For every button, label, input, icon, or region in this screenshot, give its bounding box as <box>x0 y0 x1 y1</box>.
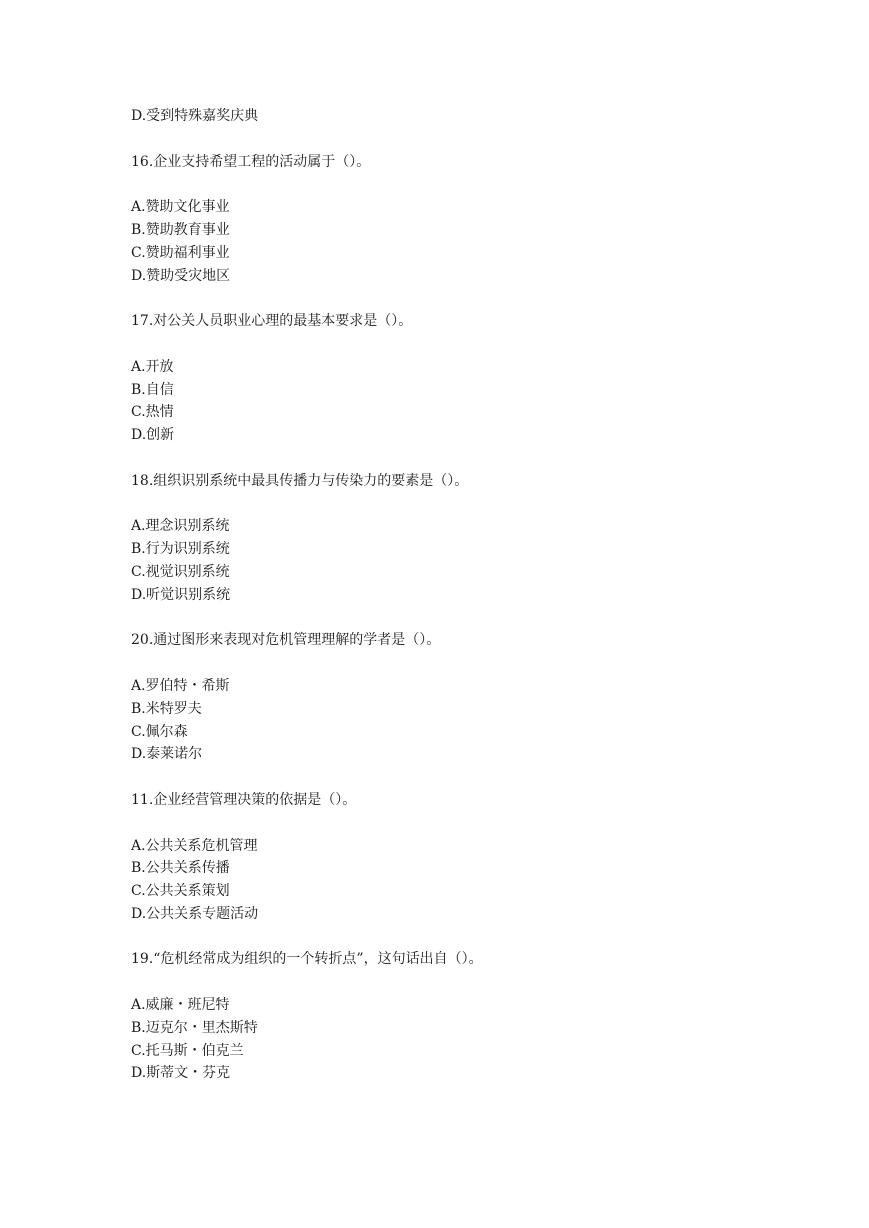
question-block-19 <box>131 948 831 1085</box>
spacer <box>131 173 831 196</box>
spacer <box>131 812 831 835</box>
spacer <box>131 766 831 789</box>
option-d: D.创新 <box>131 427 175 444</box>
spacer <box>131 493 831 516</box>
spacer <box>131 447 831 470</box>
spacer <box>131 926 831 949</box>
question-stem: 17.对公关人员职业心理的最基本要求是（）。 <box>131 313 413 330</box>
spacer <box>131 128 831 151</box>
option-b: B.米特罗夫 <box>131 700 202 717</box>
spacer <box>131 971 831 994</box>
option-a: A.开放 <box>131 358 174 375</box>
option-c: C.托马斯・伯克兰 <box>131 1042 244 1059</box>
question-block-16 <box>131 151 831 288</box>
question-stem: 20.通过图形来表现对危机管理理解的学者是（）。 <box>131 632 441 649</box>
question-block-18 <box>131 470 831 607</box>
question-block-11 <box>131 789 831 926</box>
option-b: B.行为识别系统 <box>131 541 230 558</box>
option-a: A.理念识别系统 <box>131 518 230 535</box>
question-stem: 19.“危机经常成为组织的一个转折点”，这句话出自（）。 <box>131 951 483 968</box>
question-block-17 <box>131 310 831 447</box>
question-stem: 18.组织识别系统中最具传播力与传染力的要素是（）。 <box>131 472 469 489</box>
option-d: D.斯蒂文・芬克 <box>131 1065 231 1082</box>
option-a: A.威廉・班尼特 <box>131 997 230 1014</box>
question-stem: 16.企业支持希望工程的活动属于（）。 <box>131 153 371 170</box>
spacer <box>131 287 831 310</box>
option-c: C.热情 <box>131 404 174 421</box>
option-d: D.泰莱诺尔 <box>131 746 203 763</box>
question-stem: 11.企业经营管理决策的依据是（）。 <box>131 791 357 808</box>
option-b: B.自信 <box>131 381 174 398</box>
option-c: C.佩尔森 <box>131 723 188 740</box>
option-c: C.赞助福利事业 <box>131 244 230 261</box>
option-d: D.赞助受灾地区 <box>131 267 231 284</box>
question-block-20 <box>131 629 831 766</box>
option-a: A.罗伯特・希斯 <box>131 677 230 694</box>
spacer <box>131 607 831 630</box>
option-b: B.公共关系传播 <box>131 860 230 877</box>
spacer <box>131 652 831 675</box>
document-page <box>131 105 831 1085</box>
option-d: D.公共关系专题活动 <box>131 905 259 922</box>
option-c: C.公共关系策划 <box>131 883 230 900</box>
option-c: C.视觉识别系统 <box>131 563 230 580</box>
option-b: B.赞助教育事业 <box>131 221 230 238</box>
spacer <box>131 333 831 356</box>
option-d-previous: D.受到特殊嘉奖庆典 <box>131 108 259 124</box>
option-b: B.迈克尔・里杰斯特 <box>131 1019 258 1036</box>
option-a: A.赞助文化事业 <box>131 199 230 216</box>
option-d: D.听觉识别系统 <box>131 586 231 603</box>
option-a: A.公共关系危机管理 <box>131 837 258 854</box>
